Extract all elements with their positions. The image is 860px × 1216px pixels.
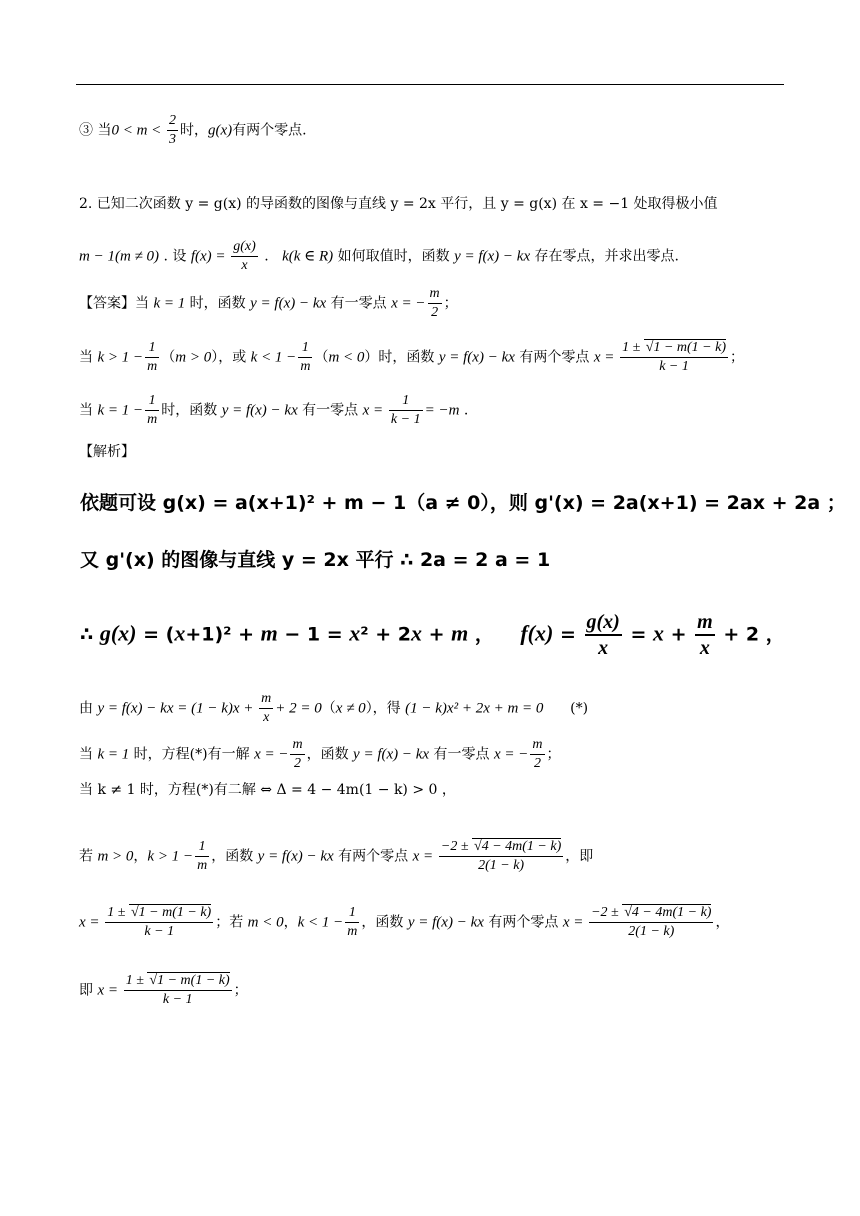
line-1: ③ 当0 < m < $\frac{2}{3}$ 时，g(x)有两个零点. [79,113,307,147]
line-15: x = $\frac{1 \pm √1 - m(1 - k)}{k - 1}$ ；若 m < 0，k < 1 − $\frac{1}{m}$ ，函数 y = f(x) − kx 有两个零点 x = $\frac{-2 \pm √4 - 4m(1 - k)}{2(1 - k)}$ ， [79,905,730,939]
line-4: 【答案】当 k = 1 时，函数 y = f(x) − kx 有一零点 x = − $\frac{m}{2}$ ； [79,286,458,320]
line-13: 当 k ≠ 1 时，方程(*)有二解 ⇔ Δ = 4 − 4m(1 − k) > 0 ， [79,782,456,798]
line-11: 由 y = f(x) − kx = (1 − k)x + $\frac{m}{x}$ + 2 = 0（x ≠ 0），得 (1 − k)x² + 2x + m = 0 (*) [79,691,589,725]
line-12: 当 k = 1 时，方程(*)有一解 x = − $\frac{m}{2}$ ，函数 y = f(x) − kx 有一零点 x = − $\frac{m}{2}$ ； [79,737,561,771]
analysis-heading: 【解析】 [79,444,135,460]
line-3: m − 1(m ≠ 0) . 设 f(x) = $\frac{g(x)}{x}$ . k(k ∈ R) 如何取值时，函数 y = f(x) − kx 存在零点，并求出零点. [79,239,680,273]
line-16: 即 x = $\frac{1 \pm √1 - m(1 - k)}{k - 1}$ ； [79,973,248,1007]
line-9: 又 g'(x) 的图像与直线 y = 2x 平行 ∴ 2a = 2 a = 1 [80,549,551,571]
line-2: 2. 已知二次函数 y = g(x) 的导函数的图像与直线 y = 2x 平行，且 y = g(x) 在 x = −1 处取得极小值 [79,196,718,212]
header-rule [76,84,784,85]
line-14: 若 m > 0，k > 1 − $\frac{1}{m}$ ，函数 y = f(x) − kx 有两个零点 x = $\frac{-2 \pm √4 - 4m(1 - k)}{2(1 - k)}$ ，即 [79,839,594,873]
line-8: 依题可设 g(x) = a(x+1)² + m − 1（a ≠ 0），则 g'(x) = 2a(x+1) = 2ax + 2a ； [80,492,846,514]
line-6: 当 k = 1 − $\frac{1}{m}$ 时，函数 y = f(x) − kx 有一零点 x = $\frac{1}{k - 1}$ = −m . [79,393,469,427]
line-5: 当 k > 1 − $\frac{1}{m}$ （m > 0），或 k < 1 − $\frac{1}{m}$ （m < 0）时，函数 y = f(x) − kx 有两个零点 x = $\frac{1 \pm √1 - m(1 - k)}{k - 1}$ ； [79,340,745,374]
line-10: ∴ g(x) = (x+1)² + m − 1 = x² + 2x + m ， f(x) = $\frac{g(x)}{x}$ = x + $\frac{m}{x}$ + 2 ， [80,611,785,659]
